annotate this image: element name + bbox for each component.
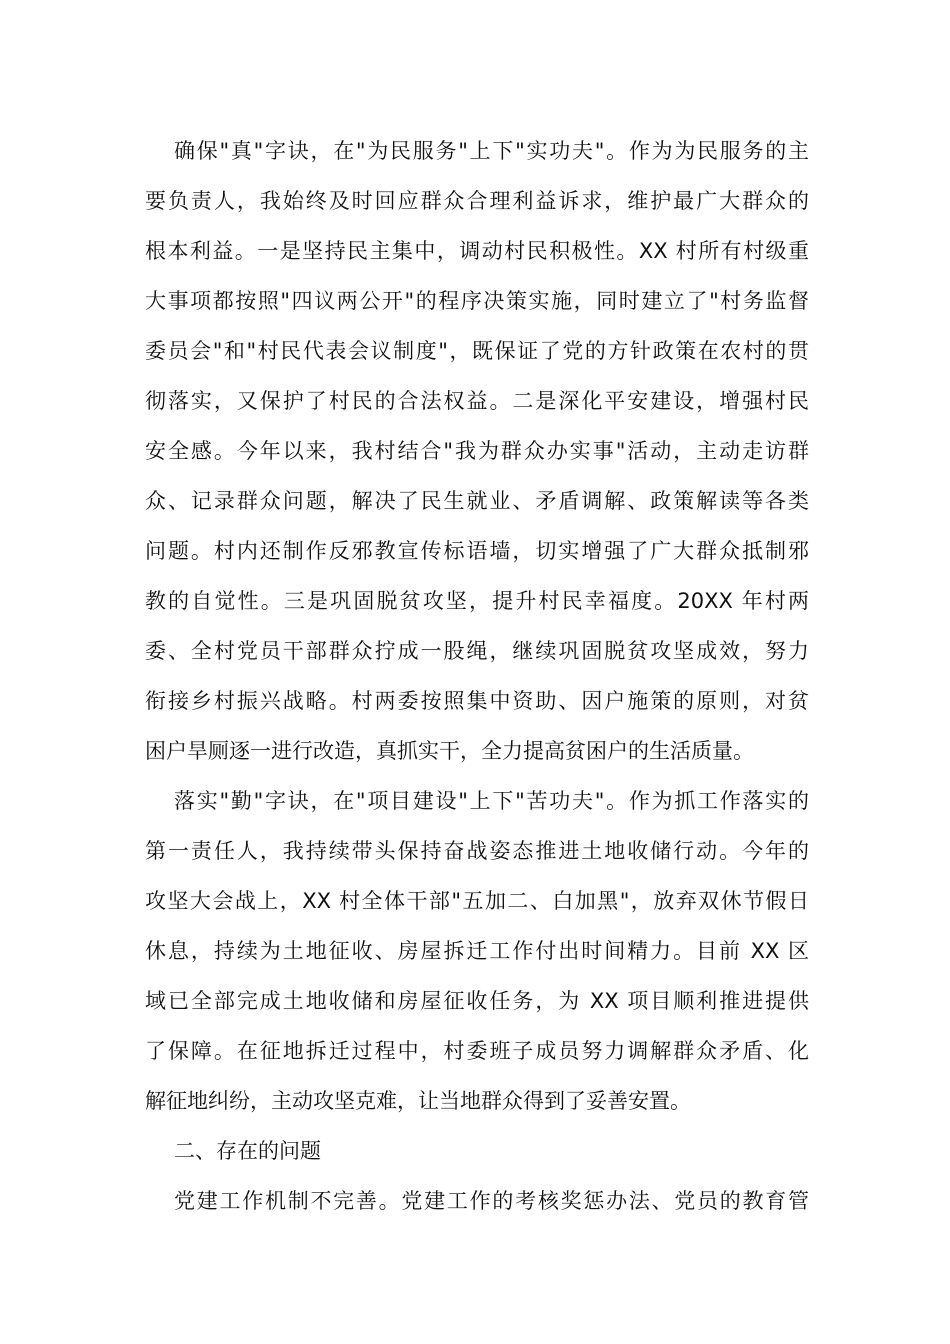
paragraph-2-line-3: 攻坚大会战上，XX 村全体干部"五加二、白加黑"，放弃双休节假日 xyxy=(145,889,809,913)
paragraph-3-line-1: 党建工作机制不完善。党建工作的考核奖惩办法、党员的教育管 xyxy=(174,1189,809,1213)
paragraph-1-line-2: 要负责人，我始终及时回应群众合理利益诉求，维护最广大群众的 xyxy=(145,189,809,213)
paragraph-2-line-2: 第一责任人，我持续带头保持奋战姿态推进土地收储行动。今年的 xyxy=(145,839,809,863)
paragraph-1-line-3: 根本利益。一是坚持民主集中，调动村民积极性。XX 村所有村级重 xyxy=(145,239,809,263)
paragraph-1-line-1: 确保"真"字诀，在"为民服务"上下"实功夫"。作为为民服务的主 xyxy=(174,139,809,163)
paragraph-2-line-4: 休息，持续为土地征收、房屋拆迁工作付出时间精力。目前 XX 区 xyxy=(145,939,809,963)
paragraph-2-line-5: 域已全部完成土地收储和房屋征收任务，为 XX 项目顺利推进提供 xyxy=(145,989,809,1013)
paragraph-1-line-11: 委、全村党员干部群众拧成一股绳，继续巩固脱贫攻坚成效，努力 xyxy=(145,639,809,663)
paragraph-1-line-10: 教的自觉性。三是巩固脱贫攻坚，提升村民幸福度。20XX 年村两 xyxy=(145,589,809,613)
paragraph-1-line-4: 大事项都按照"四议两公开"的程序决策实施，同时建立了"村务监督 xyxy=(145,289,809,313)
paragraph-1-line-13: 困户旱厕逐一进行改造，真抓实干，全力提高贫困户的生活质量。 xyxy=(145,739,754,763)
paragraph-1-line-5: 委员会"和"村民代表会议制度"，既保证了党的方针政策在农村的贯 xyxy=(145,339,809,363)
paragraph-1-line-8: 众、记录群众问题，解决了民生就业、矛盾调解、政策解读等各类 xyxy=(145,489,809,513)
paragraph-1-line-7: 安全感。今年以来，我村结合"我为群众办实事"活动，主动走访群 xyxy=(145,439,809,463)
paragraph-1-line-9: 问题。村内还制作反邪教宣传标语墙，切实增强了广大群众抵制邪 xyxy=(145,539,809,563)
paragraph-1-line-6: 彻落实，又保护了村民的合法权益。二是深化平安建设，增强村民 xyxy=(145,389,809,413)
section-heading: 二、存在的问题 xyxy=(174,1139,321,1163)
paragraph-1-line-12: 衔接乡村振兴战略。村两委按照集中资助、因户施策的原则，对贫 xyxy=(145,689,809,713)
paragraph-2-line-1: 落实"勤"字诀，在"项目建设"上下"苦功夫"。作为抓工作落实的 xyxy=(174,789,809,813)
document-body xyxy=(145,131,809,1231)
paragraph-2-line-7: 解征地纠纷，主动攻坚克难，让当地群众得到了妥善安置。 xyxy=(145,1089,691,1113)
paragraph-2-line-6: 了保障。在征地拆迁过程中，村委班子成员努力调解群众矛盾、化 xyxy=(145,1039,809,1063)
